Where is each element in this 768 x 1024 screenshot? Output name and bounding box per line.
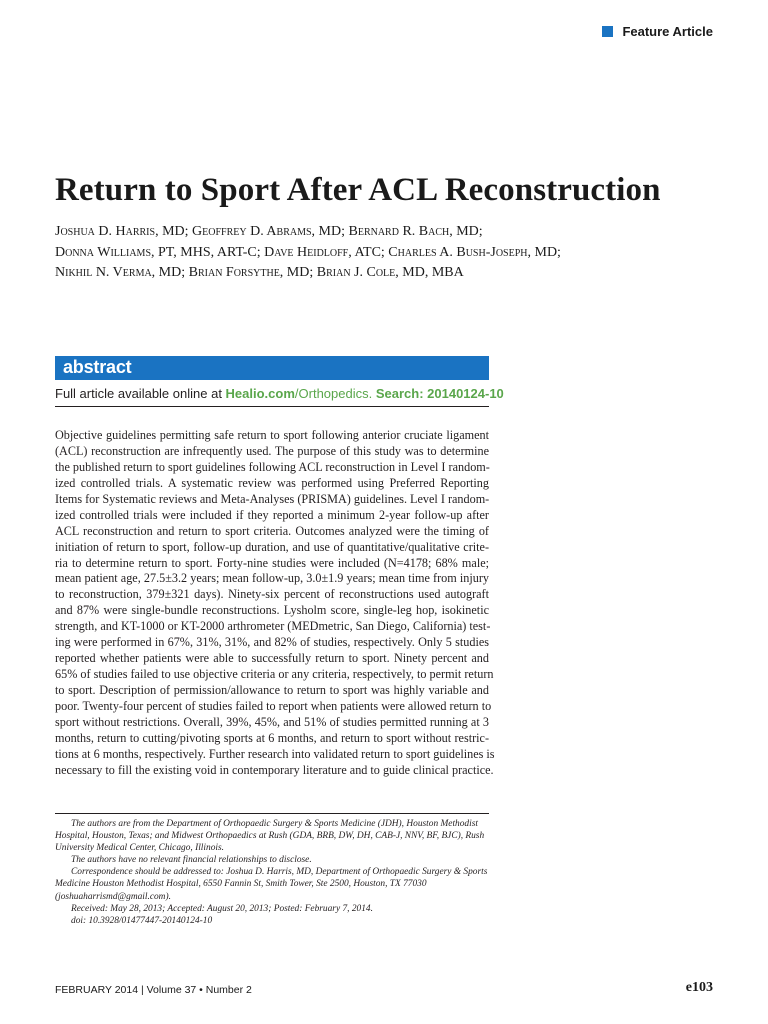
- abstract-line: months, return to cutting/pivoting sports at 6 months, and return to sport without restric-: [55, 730, 489, 745]
- abstract-line: Objective guidelines permitting safe return to sport following anterior cruciate ligament: [55, 428, 489, 442]
- author-line: Donna Williams, PT, MHS, ART-C; Dave Heidloff, ATC; Charles A. Bush-Joseph, MD;: [55, 244, 561, 260]
- abstract-line: ized controlled trials were included if they reported a minimum 2-year follow-up after: [55, 507, 489, 522]
- disclosure-note: The authors have no relevant financial relationships to disclose.: [71, 855, 312, 866]
- abstract-line: Items for Systematic reviews and Meta-Analyses (PRISMA) guidelines. Level I random-: [55, 491, 490, 506]
- abstract-line: ria to determine return to sport. Forty-nine studies were included (N=4178; 68% male;: [55, 555, 489, 570]
- dates-note: Received: May 28, 2013; Accepted: August 20, 2013; Posted: February 7, 2014.: [71, 903, 373, 914]
- doi-note: doi: 10.3928/01477447-20140124-10: [71, 915, 213, 926]
- notes-divider: [55, 813, 489, 814]
- abstract-line: 65% of studies failed to use objective criteria or any criteria, respectively, to permit return: [55, 667, 494, 682]
- online-prefix: Full article available online at: [55, 386, 226, 401]
- divider: [55, 406, 489, 407]
- author-notes: [55, 818, 489, 927]
- abstract-line: tions at 6 months, respectively. Further research into validated return to sport guidelines is: [55, 746, 495, 761]
- abstract-line: reported whether patients were able to successfully return to sport. Ninety percent and: [55, 651, 489, 666]
- abstract-line: and 87% were single-bundle reconstructions. Lysholm score, single-leg hop, isokinetic: [55, 603, 489, 618]
- abstract-heading-bar: [55, 356, 489, 380]
- healio-link[interactable]: Healio.com: [225, 386, 295, 401]
- square-bullet-icon: [602, 26, 613, 37]
- search-code: Search: 20140124-10: [372, 386, 504, 401]
- section-label-text: Feature Article: [622, 24, 713, 39]
- abstract-line: (ACL) reconstruction are infrequently used. The purpose of this study was to determine: [55, 443, 489, 458]
- abstract-line: poor. Twenty-four percent of studies failed to report when patients were allowed return to: [55, 698, 492, 713]
- author-list: [55, 222, 695, 284]
- affiliation-note: The authors are from the Department of Orthopaedic Surgery & Sports Medicine (JDH), Houston Methodist Hospital, Houston, Texas; and Midwest Orthopaedics at Rush (GDA, BRB, DW, DH, CAB-J, NNV, BF, BJC), Rush University Medical Center, Chicago, Illinois.: [55, 819, 485, 854]
- abstract-line: mean patient age, 27.5±3.2 years; mean follow-up, 3.0±1.9 years; mean time from injury: [55, 571, 489, 586]
- abstract-line: ing were performed in 67%, 31%, 31%, and 82% of studies, respectively. Only 5 studies: [55, 635, 489, 650]
- issue-info: FEBRUARY 2014 | Volume 37 • Number 2: [55, 984, 252, 996]
- section-label: [602, 24, 713, 39]
- page-number: e103: [685, 980, 713, 995]
- abstract-line: ized controlled trials. A systematic review was performed using Preferred Reporting: [55, 475, 489, 490]
- article-title: Return to Sport After ACL Reconstruction: [55, 172, 661, 208]
- abstract-line: ACL reconstruction and return to sport criteria. Outcomes analyzed were the timing of: [55, 523, 489, 538]
- author-line: Joshua D. Harris, MD; Geoffrey D. Abrams, MD; Bernard R. Bach, MD;: [55, 224, 483, 239]
- abstract-line: the published return to sport guidelines following ACL reconstruction in Level I random-: [55, 459, 490, 474]
- author-line: Nikhil N. Verma, MD; Brian Forsythe, MD; Brian J. Cole, MD, MBA: [55, 265, 464, 280]
- abstract-line: initiation of return to sport, follow-up duration, and use of quantitative/qualitative crite-: [55, 539, 489, 554]
- abstract-line: necessary to fill the existing void in contemporary literature and to guide clinical practice.: [55, 762, 494, 777]
- abstract-line: to sport. Description of permission/allowance to return to sport was highly variable and: [55, 683, 489, 697]
- correspondence-note: Correspondence should be addressed to: Joshua D. Harris, MD, Department of Orthopaedic Surgery & Sports Medicine Houston Methodist Hospital, 6550 Fannin St, Smith Tower, Ste 2500, Houston, TX 77030 (joshuaharrismd@gmail.com).: [55, 867, 488, 902]
- abstract-line: to reconstruction, 379±321 days). Ninety-six percent of reconstructions used autograft: [55, 587, 489, 602]
- abstract-body: [55, 428, 495, 779]
- abstract-line: sport without restrictions. Overall, 39%, 45%, and 51% of studies permitted running at 3: [55, 714, 489, 729]
- abstract-line: strength, and KT-1000 or KT-2000 arthrometer (MEDmetric, San Diego, California) test-: [55, 619, 491, 634]
- healio-path[interactable]: /Orthopedics.: [294, 386, 373, 401]
- online-availability-note: [55, 386, 504, 401]
- abstract-heading: abstract: [63, 357, 132, 377]
